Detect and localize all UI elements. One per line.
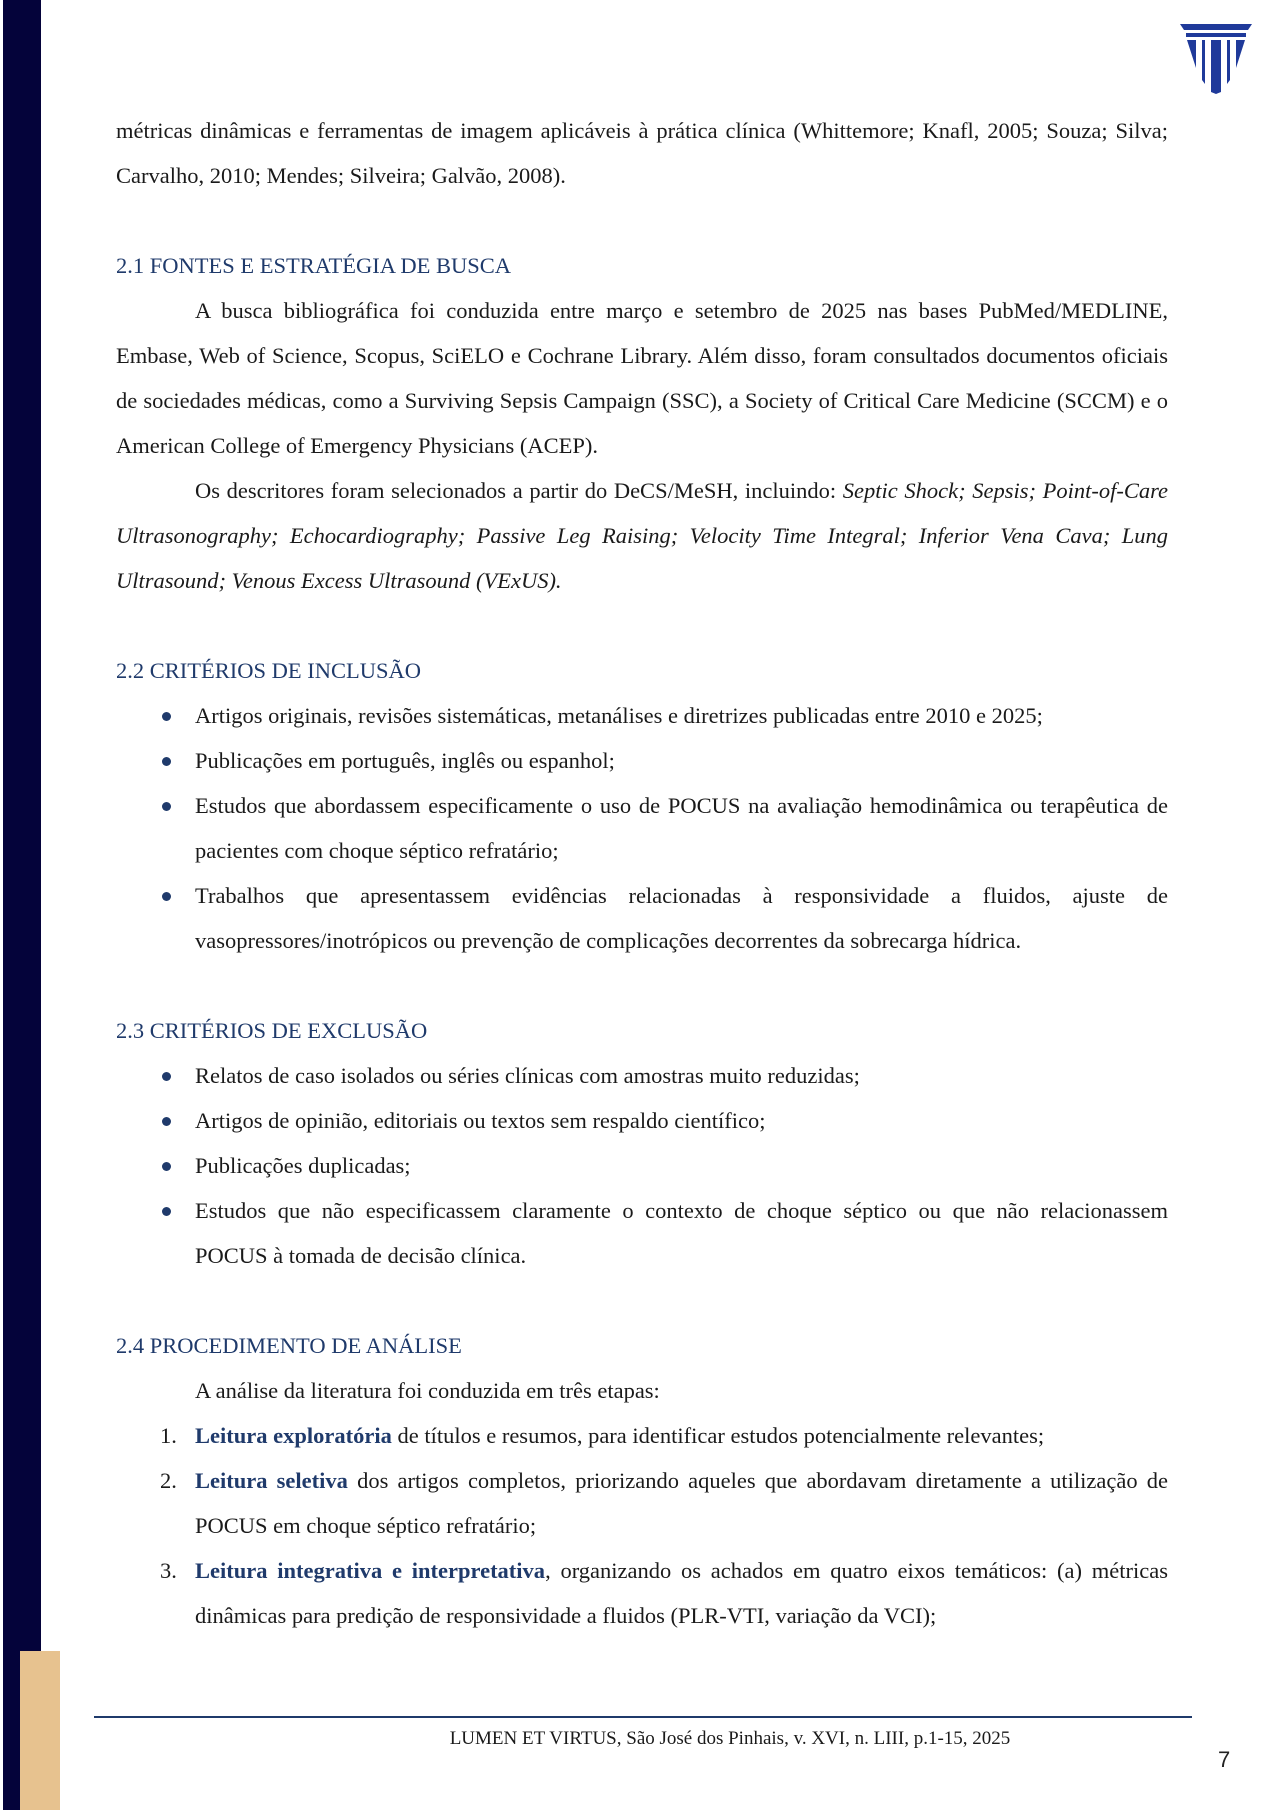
inclusion-list — [116, 693, 1168, 963]
bullet-icon — [162, 712, 171, 721]
step-number: 2. — [160, 1468, 177, 1493]
section-heading-2-4: 2.4 PROCEDIMENTO DE ANÁLISE — [116, 1333, 462, 1358]
sources-paragraph: A busca bibliográfica foi conduzida entre março e setembro de 2025 nas bases PubMed/MEDLINE, Embase, Web of Science, Scopus, SciELO e Cochrane Library. Além disso, foram consultados documentos oficiais de sociedades médicas, como a Surviving Sepsis Campaign (SSC), a Society of Critical Care Medicine (SCCM) e o American College of Emergency Physicians (ACEP). — [116, 298, 1168, 458]
list-item — [116, 873, 1168, 963]
page-number: 7 — [1218, 1747, 1231, 1772]
list-item — [116, 1548, 1168, 1638]
section-heading-2-3: 2.3 CRITÉRIOS DE EXCLUSÃO — [116, 1018, 428, 1043]
step-text: dos artigos completos, priorizando aqueles que abordavam diretamente a utilização de POCUS em choque séptico refratário; — [195, 1468, 1168, 1538]
document-body — [116, 108, 1168, 1638]
step-text: , organizando os achados em quatro eixos temáticos: (a) métricas dinâmicas para predição de responsividade a fluidos (PLR-VTI, variação da VCI); — [195, 1558, 1169, 1628]
list-item — [116, 783, 1168, 873]
step-text: de títulos e resumos, para identificar estudos potencialmente relevantes; — [391, 1423, 1045, 1448]
bullet-icon — [162, 802, 171, 811]
list-item-text: Artigos originais, revisões sistemáticas, metanálises e diretrizes publicadas entre 2010 e 2025; — [195, 703, 1043, 728]
list-item — [116, 1458, 1168, 1548]
list-item — [116, 1098, 1168, 1143]
list-item-text: Estudos que não especificassem claramente o contexto de choque séptico ou que não relacionassem POCUS à tomada de decisão clínica. — [195, 1198, 1168, 1268]
list-item — [116, 1188, 1168, 1278]
intro-paragraph: métricas dinâmicas e ferramentas de imagem aplicáveis à prática clínica (Whittemore; Knafl, 2005; Souza; Silva; Carvalho, 2010; Mendes; Silveira; Galvão, 2008). — [116, 118, 1168, 188]
step-title: Leitura exploratória — [195, 1423, 392, 1448]
column-capital-icon — [1178, 22, 1254, 94]
bullet-icon — [162, 1117, 171, 1126]
step-title: Leitura integrativa e interpretativa — [195, 1558, 546, 1583]
list-item-text: Trabalhos que apresentassem evidências relacionadas à responsividade a fluidos, ajuste de vasopressores/inotrópicos ou prevenção de complicações decorrentes da sobrecarga hídrica. — [195, 883, 1168, 953]
section-heading-2-1: 2.1 FONTES E ESTRATÉGIA DE BUSCA — [116, 253, 512, 278]
sidebar-decoration — [3, 0, 41, 1810]
analysis-steps — [116, 1413, 1168, 1638]
step-title: Leitura seletiva — [195, 1468, 348, 1493]
list-item — [116, 1143, 1168, 1188]
list-item-text: Publicações em português, inglês ou espanhol; — [195, 748, 615, 773]
list-item — [116, 1413, 1168, 1458]
descriptors-lead: Os descritores foram selecionados a partir do DeCS/MeSH, incluindo: — [195, 478, 843, 503]
descriptors-paragraph — [116, 468, 1168, 603]
list-item-text: Publicações duplicadas; — [195, 1153, 411, 1178]
analysis-intro: A análise da literatura foi conduzida em três etapas: — [195, 1378, 660, 1403]
list-item — [116, 693, 1168, 738]
section-heading-2-2: 2.2 CRITÉRIOS DE INCLUSÃO — [116, 658, 422, 683]
bullet-icon — [162, 1072, 171, 1081]
list-item-text: Estudos que abordassem especificamente o uso de POCUS na avaliação hemodinâmica ou terapêutica de pacientes com choque séptico refratário; — [195, 793, 1168, 863]
bullet-icon — [162, 892, 171, 901]
list-item — [116, 738, 1168, 783]
step-number: 3. — [160, 1558, 177, 1583]
step-number: 1. — [160, 1423, 177, 1448]
bullet-icon — [162, 1162, 171, 1171]
footer-citation: LUMEN ET VIRTUS, São José dos Pinhais, v. XVI, n. LIII, p.1-15, 2025 — [449, 1728, 1011, 1749]
bullet-icon — [162, 757, 171, 766]
list-item-text: Artigos de opinião, editoriais ou textos sem respaldo científico; — [195, 1108, 766, 1133]
exclusion-list — [116, 1053, 1168, 1278]
footer-divider — [94, 1716, 1192, 1718]
descriptors-terms: Septic Shock; Sepsis; Point-of-Care Ultrasonography; Echocardiography; Passive Leg Raising; Velocity Time Integral; Inferior Vena Cava; Lung Ultrasound; Venous Excess Ultrasound (VExUS). — [116, 478, 1168, 593]
list-item-text: Relatos de caso isolados ou séries clínicas com amostras muito reduzidas; — [195, 1063, 860, 1088]
bullet-icon — [162, 1207, 171, 1216]
list-item — [116, 1053, 1168, 1098]
